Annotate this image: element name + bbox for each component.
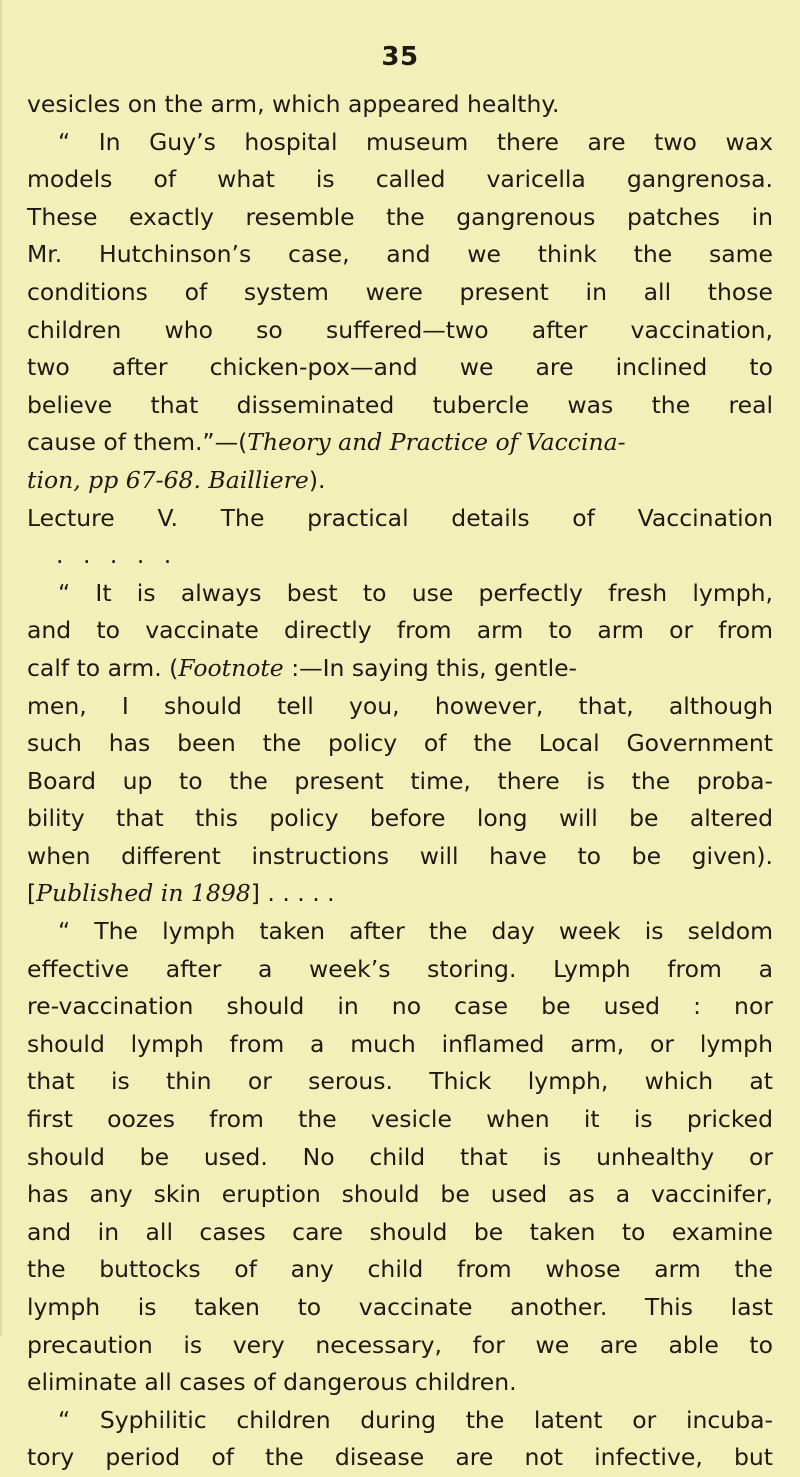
- text-line: re-vaccination should in no case be used : nor: [27, 992, 773, 1021]
- text-line: vesicles on the arm, which appeared healthy.: [27, 90, 560, 118]
- text-line: should be used. No child that is unhealthy or: [27, 1142, 773, 1171]
- text-line: “ It is always best to use perfectly fresh lymph,: [58, 578, 773, 607]
- text-line: [27, 875, 773, 913]
- text-run: [: [27, 879, 37, 908]
- text-line: men, I should tell you, however, that, although: [27, 691, 773, 720]
- text-line: models of what is called varicella gangrenosa.: [27, 165, 773, 194]
- text-run: ).: [308, 465, 326, 494]
- text-line: Lecture V. The practical details of Vaccination: [27, 503, 773, 532]
- text-line: “ Syphilitic children during the latent or incuba-: [58, 1405, 773, 1434]
- text-line: These exactly resemble the gangrenous patches in: [27, 202, 773, 231]
- text-line: the buttocks of any child from whose arm the: [27, 1255, 773, 1284]
- text-line: conditions of system were present in all those: [27, 277, 773, 306]
- text-line: [27, 424, 773, 462]
- book-title: Theory and Practice of Vaccina-: [247, 428, 626, 457]
- text-line: children who so suffered—two after vaccination,: [27, 315, 773, 344]
- text-line: lymph is taken to vaccinate another. This last: [27, 1293, 773, 1321]
- text-line: Board up to the present time, there is the proba-: [27, 766, 773, 795]
- text-line: bility that this policy before long will be altered: [27, 804, 773, 833]
- text-run: ] . . . . .: [250, 879, 335, 908]
- text-run: calf to arm. (: [27, 653, 179, 682]
- page-edge-shadow: [0, 0, 3, 1336]
- text-line: believe that disseminated tubercle was the real: [27, 390, 773, 419]
- text-line: precaution is very necessary, for we are able to: [27, 1330, 773, 1359]
- text-line: has any skin eruption should be used as a vaccinifer,: [27, 1180, 773, 1209]
- text-line: tory period of the disease are not infective, but: [27, 1443, 773, 1472]
- text-line: first oozes from the vesicle when it is pricked: [27, 1105, 773, 1134]
- text-line: [27, 650, 773, 688]
- text-line: effective after a week’s storing. Lymph from a: [27, 954, 773, 983]
- footnote-label: Footnote: [178, 653, 284, 682]
- text-line: Mr. Hutchinson’s case, and we think the same: [27, 240, 773, 269]
- text-line: that is thin or serous. Thick lymph, which at: [27, 1067, 773, 1096]
- text-line: such has been the policy of the Local Government: [27, 729, 773, 758]
- text-line: “ In Guy’s hospital museum there are two wax: [58, 127, 773, 156]
- text-run: cause of them.”—(: [27, 428, 248, 457]
- citation-italic: tion, pp 67-68. Bailliere: [27, 465, 309, 494]
- body-text: [27, 86, 773, 1477]
- page-number: 35: [381, 42, 419, 72]
- text-line: when different instructions will have to be given).: [27, 841, 773, 870]
- text-line: “ The lymph taken after the day week is seldom: [58, 917, 773, 946]
- text-line: should lymph from a much inflamed arm, or lymph: [27, 1029, 773, 1058]
- text-line: and to vaccinate directly from arm to arm or from: [27, 616, 773, 645]
- text-line: eliminate all cases of dangerous children.: [27, 1368, 517, 1397]
- text-line: and in all cases care should be taken to examine: [27, 1217, 773, 1246]
- published-note: Published in 1898: [36, 879, 251, 908]
- text-run: :—In saying this, gentle-: [283, 653, 578, 682]
- text-line: [27, 462, 773, 500]
- ellipsis-dots: . . . . .: [56, 541, 178, 570]
- text-line: two after chicken-pox—and we are inclined to: [27, 353, 773, 382]
